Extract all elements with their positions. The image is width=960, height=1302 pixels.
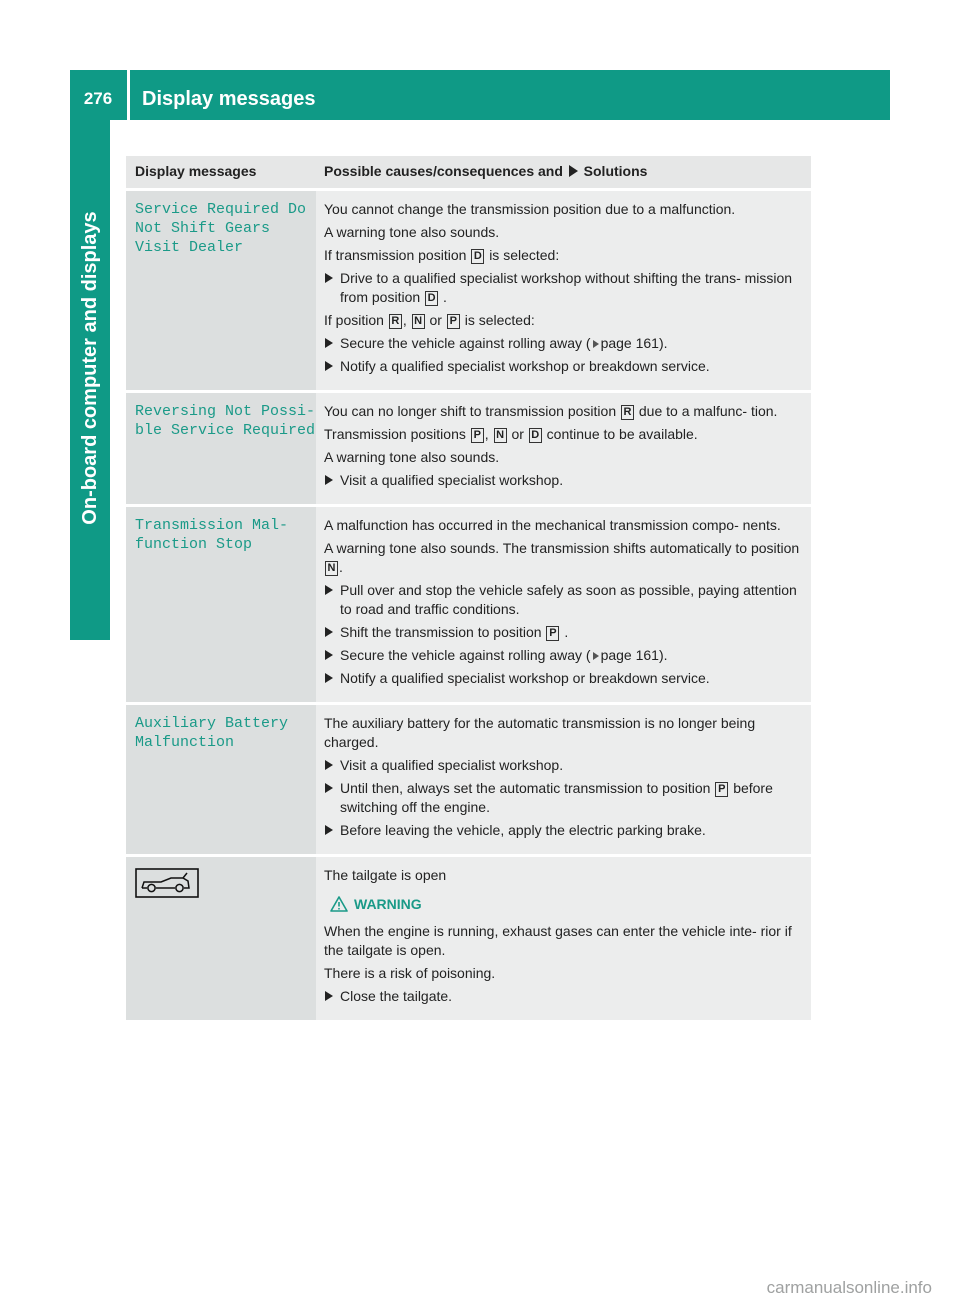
gear-p-icon: P bbox=[471, 428, 484, 443]
gear-p-icon: P bbox=[546, 626, 559, 641]
step-arrow-icon bbox=[325, 673, 333, 683]
cause-text: If position R , N or P is selected: bbox=[324, 312, 535, 328]
cause-text: You can no longer shift to transmission position R due to a malfunc- tion. bbox=[324, 403, 778, 419]
col-header-causes-text: Possible causes/consequences and bbox=[324, 163, 563, 179]
solution-step: Notify a qualified specialist workshop or breakdown service. bbox=[324, 357, 803, 376]
table-row bbox=[126, 506, 811, 704]
table-row bbox=[126, 190, 811, 392]
gear-p-icon: P bbox=[715, 782, 728, 797]
cause-text: A warning tone also sounds. bbox=[324, 224, 500, 240]
gear-p-icon: P bbox=[447, 314, 460, 329]
step-arrow-icon bbox=[325, 760, 333, 770]
warning-triangle-icon bbox=[330, 896, 348, 912]
step-arrow-icon bbox=[325, 585, 333, 595]
page-ref-link[interactable]: page 161). bbox=[600, 335, 668, 351]
gear-n-icon: N bbox=[412, 314, 425, 329]
gear-d-icon: D bbox=[529, 428, 542, 443]
solution-step: Pull over and stop the vehicle safely as soon as possible, paying attention to road and traffic conditions. bbox=[324, 581, 803, 619]
col-header-causes bbox=[316, 156, 811, 190]
table-row bbox=[126, 392, 811, 506]
header-divider bbox=[127, 70, 130, 120]
cause-text: If transmission position D is selected: bbox=[324, 247, 560, 263]
step-arrow-icon bbox=[325, 361, 333, 371]
step-arrow-icon bbox=[325, 825, 333, 835]
step-arrow-icon bbox=[325, 475, 333, 485]
gear-n-icon: N bbox=[325, 561, 338, 576]
solution-step: Visit a qualified specialist workshop. bbox=[324, 756, 803, 775]
step-arrow-icon bbox=[325, 273, 333, 283]
solution-step: Drive to a qualified specialist workshop without shifting the trans- mission from position D . bbox=[324, 269, 803, 307]
solution-step: Secure the vehicle against rolling away ( page 161). bbox=[324, 334, 803, 353]
solutions-arrow-icon bbox=[569, 165, 578, 177]
cause-text: The auxiliary battery for the automatic transmission is no longer being charged. bbox=[324, 715, 756, 750]
page-number: 276 bbox=[83, 89, 113, 108]
solution-step: Close the tailgate. bbox=[324, 987, 803, 1006]
message-reversing-not-possible: Reversing Not Possi- ble Service Required bbox=[135, 403, 316, 439]
solution-step: Until then, always set the automatic transmission to position P before switching off the engine. bbox=[324, 779, 803, 817]
step-arrow-icon bbox=[325, 338, 333, 348]
page-ref-icon bbox=[593, 652, 599, 660]
warning-text: When the engine is running, exhaust gases can enter the vehicle inte- rior if the tailgate is open. bbox=[324, 923, 792, 958]
gear-r-icon: R bbox=[389, 314, 402, 329]
cause-text: You cannot change the transmission position due to a malfunction. bbox=[324, 201, 736, 217]
side-tab-label: On-board computer and displays bbox=[79, 211, 101, 525]
table-header-row bbox=[126, 156, 811, 190]
table-row bbox=[126, 704, 811, 856]
gear-n-icon: N bbox=[494, 428, 507, 443]
watermark: carmanualsonline.info bbox=[766, 1278, 932, 1297]
col-header-solutions-text: Solutions bbox=[583, 163, 648, 179]
message-auxiliary-battery: Auxiliary Battery Malfunction bbox=[135, 715, 289, 751]
gear-d-icon: D bbox=[471, 249, 484, 264]
solution-step: Before leaving the vehicle, apply the electric parking brake. bbox=[324, 821, 803, 840]
message-service-required: Service Required Do Not Shift Gears Visit Dealer bbox=[135, 201, 307, 256]
cause-text: Transmission positions P , N or D continue to be available. bbox=[324, 426, 698, 442]
warning-heading: WARNING bbox=[330, 895, 803, 914]
step-arrow-icon bbox=[325, 627, 333, 637]
step-arrow-icon bbox=[325, 650, 333, 660]
step-arrow-icon bbox=[325, 783, 333, 793]
page-header bbox=[70, 70, 890, 120]
tailgate-open-icon bbox=[135, 868, 199, 898]
cause-text: A malfunction has occurred in the mechanical transmission compo- nents. bbox=[324, 517, 781, 533]
col-header-messages: Display messages bbox=[126, 156, 316, 190]
page-ref-icon bbox=[593, 340, 599, 348]
solution-step: Notify a qualified specialist workshop or breakdown service. bbox=[324, 669, 803, 688]
page-title: Display messages bbox=[142, 88, 316, 110]
side-tab-marker bbox=[70, 600, 110, 640]
cause-text: A warning tone also sounds. bbox=[324, 449, 500, 465]
gear-r-icon: R bbox=[621, 405, 634, 420]
cause-text: A warning tone also sounds. The transmission shifts automatically to position N . bbox=[324, 540, 800, 575]
page-ref-link[interactable]: page 161). bbox=[600, 647, 668, 663]
solution-step: Visit a qualified specialist workshop. bbox=[324, 471, 803, 490]
message-transmission-malfunction: Transmission Mal- function Stop bbox=[135, 517, 289, 553]
table-row bbox=[126, 856, 811, 1022]
warning-text: There is a risk of poisoning. bbox=[324, 965, 496, 981]
gear-d-icon: D bbox=[425, 291, 438, 306]
solution-step: Secure the vehicle against rolling away ( page 161). bbox=[324, 646, 803, 665]
solution-step: Shift the transmission to position P . bbox=[324, 623, 803, 642]
step-arrow-icon bbox=[325, 991, 333, 1001]
display-messages-table bbox=[126, 156, 811, 1023]
cause-text: The tailgate is open bbox=[324, 867, 447, 883]
